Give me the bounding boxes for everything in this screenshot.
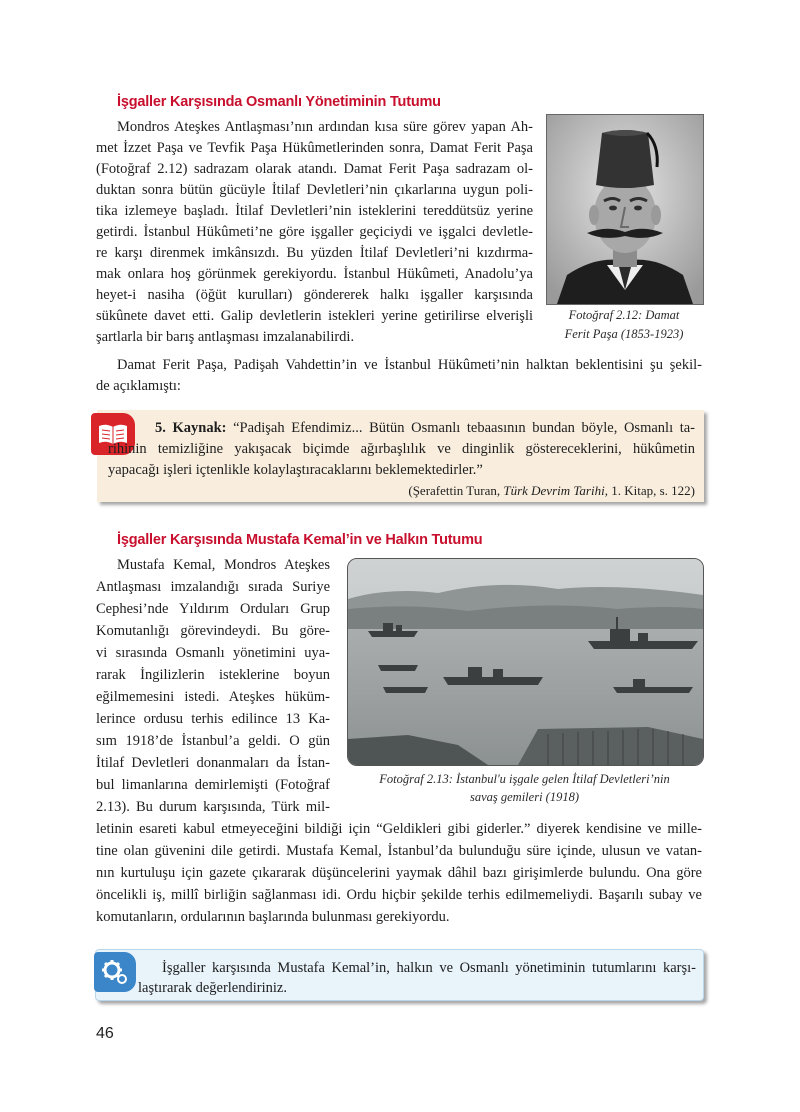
text-line: mak onlara hoş görünmek gerekiyordu. İstanbul Hükûmeti, Anadolu’ya — [96, 266, 533, 282]
portrait-photo — [546, 114, 704, 305]
source-citation — [408, 481, 695, 500]
text-line: öncelikli iş, millî birliğin sağlanması idi. Ordu hiçbir şekilde terhis edilmemeliydi. Başarılı subay ve — [96, 887, 702, 903]
text-line: tine olan güvenini dile getirdi. Mustafa Kemal, İstanbul’da bulunduğu süre içinde, ulusun ve vatan- — [96, 843, 702, 859]
text-line: şartlarla bir barış antlaşması imzalanabilirdi. — [96, 329, 355, 345]
warships-photo — [347, 558, 704, 766]
text-line: Komutanlığı görevindeydi. Bu göre- — [96, 623, 330, 639]
text-line: met İzzet Paşa ve Tevfik Paşa Hükûmetlerinden sonra, Damat Ferit Paşa — [96, 140, 533, 156]
task-text-line: laştırarak değerlendiriniz. — [138, 980, 287, 996]
photo-caption-line: Fotoğraf 2.13: İstanbul'u işgale gelen İtilaf Devletleri’nin — [379, 772, 670, 786]
text-line: sım 1918’de İstanbul’a geldi. O gün — [96, 733, 330, 749]
section1-heading: İşgaller Karşısında Osmanlı Yönetiminin Tutumu — [117, 94, 441, 110]
portrait-illustration — [547, 115, 703, 304]
text-line: tika izlemeye başladı. İtilaf Devletleri’nin isteklerini tereddütsüz yerine — [96, 203, 533, 219]
text-line: eğilmemesini istedi. Ateşkes hüküm- — [96, 689, 330, 705]
section2-heading: İşgaller Karşısında Mustafa Kemal’in ve Halkın Tutumu — [117, 532, 483, 548]
citation-title: Türk Devrim Tarihi, — [503, 483, 608, 498]
text-line: Mondros Ateşkes Antlaşması’nın ardından kısa süre görev yapan Ah- — [117, 119, 533, 135]
text-line: Cephesi’nde Yıldırım Orduları Grup — [96, 601, 330, 617]
text-line: letinin esareti kabul etmeyeceğini bildiği için “Geldikleri gibi giderler.” diyerek kendisine ve mille- — [96, 821, 702, 837]
text-line: vi sırasında Osmanlı yönetimini uya- — [96, 645, 330, 661]
harbor-illustration — [348, 559, 703, 765]
photo-caption-line: Fotoğraf 2.12: Damat — [568, 308, 680, 322]
text-line: 2.13). Bu durum karşısında, Türk mil- — [96, 799, 330, 815]
gears-icon — [94, 952, 136, 992]
citation-pages: 1. Kitap, s. 122) — [607, 483, 695, 498]
source-quote-start: “Padişah Efendimiz... Bütün Osmanlı tebaasının bundan böyle, Osmanlı ta- — [226, 420, 695, 436]
text-line: komutanların, ordularının başlarında bulunması gerekiyordu. — [96, 909, 450, 925]
source-text-line: rihinin temizliğine yakışacak biçimde ağırbaşlılık ve dinginlik göstereceklerini, hükûmetin — [108, 441, 695, 457]
source-text-line — [155, 419, 695, 438]
citation-author: (Şerafettin Turan, — [408, 483, 504, 498]
page-number: 46 — [96, 1025, 114, 1042]
text-line: İtilaf Devletleri donanmaları da İstan- — [96, 755, 330, 771]
text-line: bul limanlarına demirlemişti (Fotoğraf — [96, 777, 330, 793]
text-line: getirdi. İstanbul Hükûmeti’ne göre işgaller geçiciydi ve işgalci devletle- — [96, 224, 533, 240]
text-line: lerince ordusu terhis edilince 13 Ka- — [96, 711, 330, 727]
photo-caption-line: savaş gemileri (1918) — [469, 790, 579, 804]
text-line: Antlaşması imzalandığı sırada Suriye — [96, 579, 330, 595]
text-line: rarak İngilizlerin isteklerine boyun — [96, 667, 330, 683]
source-text-line: yapacağı işleri içtenlikle kolaylaştıracaklarını beklemektedirler.” — [108, 462, 483, 478]
text-line: duktan sonra bütün gücüyle İtilaf Devletleri’nin çıkarlarına uygun poli- — [96, 182, 533, 198]
text-line: Damat Ferit Paşa, Padişah Vahdettin’in ve İstanbul Hükûmeti’nin halktan beklentisini şu şekil- — [117, 357, 702, 373]
text-line: nın kurtuluşu için gazete çıkararak düşüncelerini yaymak dâhil bazı girişimlerde bulundu. Ona göre — [96, 865, 702, 881]
text-line: heyet-i nasiha (öğüt kurulları) göndererek halkı işgaller karşısında — [96, 287, 533, 303]
text-line: Mustafa Kemal, Mondros Ateşkes — [117, 557, 330, 573]
text-line: re karşı direnmek imkânsızdı. Bu yüzden İtilaf Devletleri’ni kızdırma- — [96, 245, 533, 261]
text-line: (Fotoğraf 2.12) sadrazam olarak atandı. Damat Ferit Paşa sadrazam ol- — [96, 161, 533, 177]
text-line: sükûnete davet etti. Galip devletlerin istekleri yerine getirilirse elverişli — [96, 308, 533, 324]
text-line: de açıklamıştı: — [96, 378, 181, 394]
source-label: 5. Kaynak: — [155, 420, 227, 436]
task-text-line: İşgaller karşısında Mustafa Kemal’in, halkın ve Osmanlı yönetiminin tutumlarını karşı- — [162, 960, 696, 976]
photo-caption-line: Ferit Paşa (1853-1923) — [564, 327, 684, 341]
